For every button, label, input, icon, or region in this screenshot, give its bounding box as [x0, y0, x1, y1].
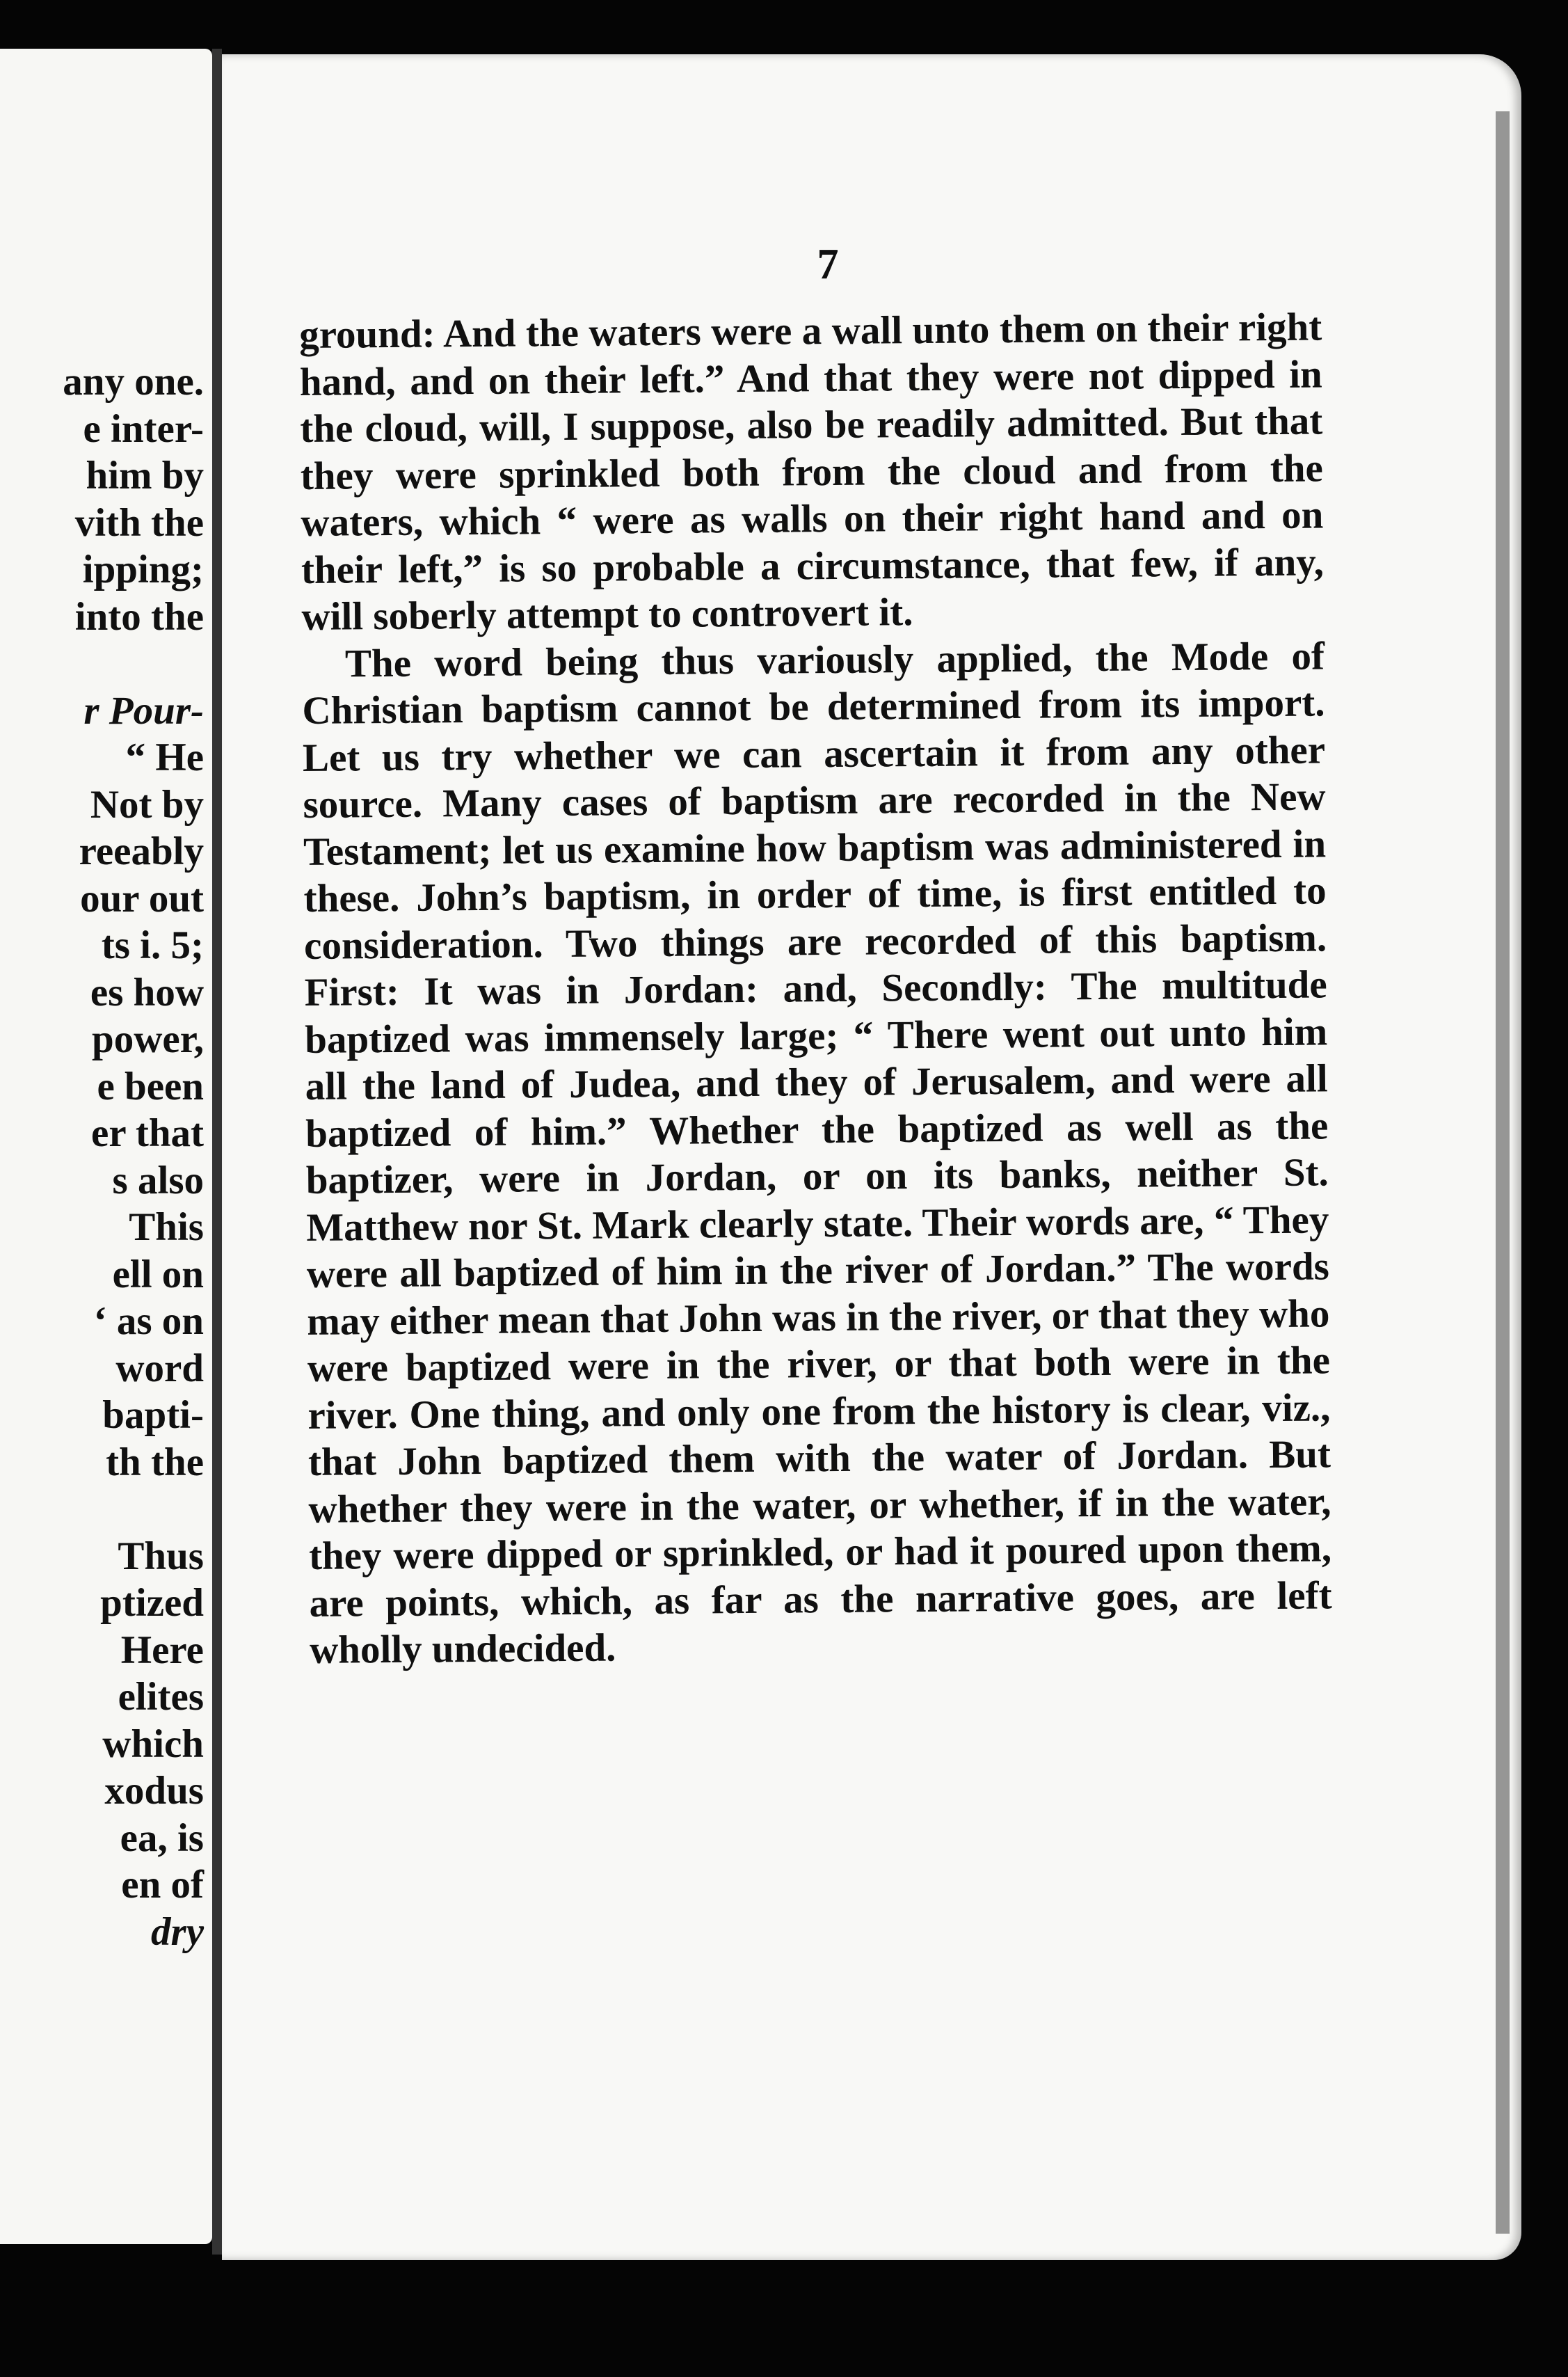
- left-line: en of: [121, 1863, 204, 1907]
- left-line: r Pour-: [83, 688, 204, 733]
- left-page: [0, 49, 212, 2244]
- left-line: any one.: [63, 360, 204, 404]
- left-line: reeably: [79, 829, 204, 873]
- left-line: “ He: [125, 736, 204, 779]
- left-line: ts i. 5;: [101, 923, 204, 967]
- left-line: ptized: [100, 1581, 204, 1625]
- left-line: elites: [118, 1675, 204, 1719]
- page-number: 7: [817, 241, 839, 288]
- left-line: him by: [86, 454, 204, 498]
- left-line: vith the: [74, 500, 204, 545]
- left-line: e been: [97, 1064, 204, 1108]
- left-line: ‘ as on: [93, 1299, 204, 1343]
- left-line: dry: [151, 1909, 204, 1954]
- scan-speck: [167, 2296, 195, 2317]
- paragraph: The word being thus variously applied, the Mode of Christian baptism cannot be determined from its import. Let us try whether we can ascertain it from any other source. Many cases of baptism are recorded in the New Testament; let us examine how baptism was administered in these. John’s baptism, in order of time, is first entitled to consideration. Two things are recorded of this baptism. First: It was in Jordan: and, Secondly: The multitude baptized was immensely large; “ There went out unto him all the land of Judea, and they of Jerusalem, and were all baptized of him.” Whether the baptized as well as the baptizer, were in Jordan, or on its banks, neither St. Matthew nor St. Mark clearly state. Their words are, “ They were all baptized of him in the river of Jordan.” The words may either mean that John was in the river, or that they who were baptized were in the river, or that both were in the river. One thing, and only one from the history is clear, viz., that John baptized them with the water of Jordan. But whether they were in the water, or whether, if in the water, they were dipped or sprinkled, or had it poured upon them, are points, which, as far as the narrative goes, are left wholly undecided.: [302, 633, 1332, 1672]
- left-line: our out: [80, 876, 204, 921]
- left-line: ipping;: [82, 548, 204, 591]
- left-line: er that: [91, 1111, 204, 1155]
- left-line: Thus: [118, 1534, 204, 1578]
- book-gutter: [212, 49, 222, 2255]
- paragraph: ground: And the waters were a wall unto them on their right hand, and on their left.” And that they were not dipped in the cloud, will, I suppose, also be readily admitted. But that they were sprinkled both from the cloud and from the waters, which “ were as walls on their right hand and on their left,” is so probable a circumstance, that few, if any, will soberly attempt to controvert it.: [299, 305, 1325, 639]
- left-line: th the: [106, 1440, 204, 1484]
- left-line: Not by: [90, 782, 204, 827]
- left-line: ell on: [112, 1252, 204, 1296]
- left-page-text: [0, 358, 204, 1955]
- left-line: s also: [112, 1158, 204, 1202]
- left-line: into the: [74, 594, 204, 639]
- left-line: This: [129, 1205, 204, 1249]
- left-line: e inter-: [83, 406, 204, 451]
- page-edge-shadow: [1496, 111, 1510, 2234]
- left-line: bapti-: [102, 1393, 204, 1437]
- left-line: xodus: [104, 1769, 204, 1813]
- left-line: es how: [90, 970, 204, 1015]
- left-line: power,: [92, 1017, 204, 1061]
- left-line: Here: [120, 1628, 204, 1672]
- left-line: word: [115, 1346, 204, 1390]
- left-line: ea, is: [120, 1815, 204, 1860]
- body-text: [299, 303, 1332, 1674]
- left-line: which: [102, 1722, 204, 1766]
